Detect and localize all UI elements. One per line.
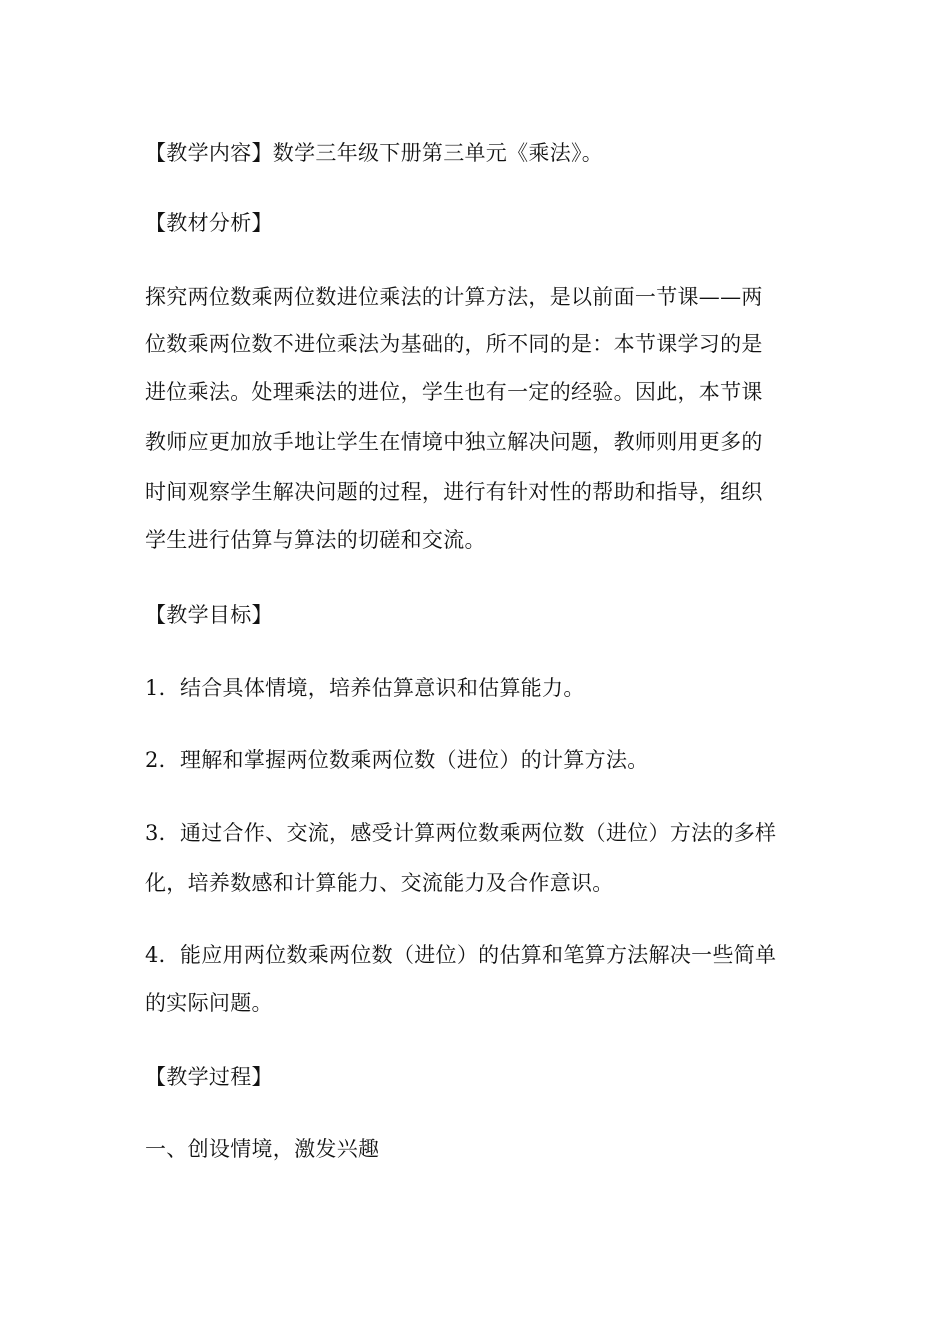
analysis-line-1: 探究两位数乘两位数进位乘法的计算方法，是以前面一节课——两: [145, 285, 763, 309]
goal-4-line-2: 的实际问题。: [145, 991, 273, 1015]
goal-3-line-1: 3．通过合作、交流，感受计算两位数乘两位数（进位）方法的多样: [145, 821, 777, 845]
goal-4-line-1: 4．能应用两位数乘两位数（进位）的估算和笔算方法解决一些简单: [145, 943, 777, 967]
analysis-line-6: 学生进行估算与算法的切磋和交流。: [145, 528, 486, 552]
goal-3-line-2: 化，培养数感和计算能力、交流能力及合作意识。: [145, 871, 614, 895]
analysis-line-2: 位数乘两位数不进位乘法为基础的，所不同的是：本节课学习的是: [145, 332, 763, 356]
goal-2: 2．理解和掌握两位数乘两位数（进位）的计算方法。: [145, 748, 649, 772]
analysis-line-5: 时间观察学生解决问题的过程，进行有针对性的帮助和指导，组织: [145, 480, 763, 504]
analysis-line-4: 教师应更加放手地让学生在情境中独立解决问题，教师则用更多的: [145, 430, 763, 454]
process-heading: 【教学过程】: [145, 1065, 273, 1089]
section-1-heading: 一、创设情境，激发兴趣: [145, 1137, 380, 1161]
goals-heading: 【教学目标】: [145, 603, 273, 627]
analysis-heading: 【教材分析】: [145, 211, 273, 235]
goal-1: 1．结合具体情境，培养估算意识和估算能力。: [145, 676, 585, 700]
analysis-line-3: 进位乘法。处理乘法的进位，学生也有一定的经验。因此，本节课: [145, 380, 763, 404]
content-heading: 【教学内容】数学三年级下册第三单元《乘法》。: [145, 141, 604, 165]
